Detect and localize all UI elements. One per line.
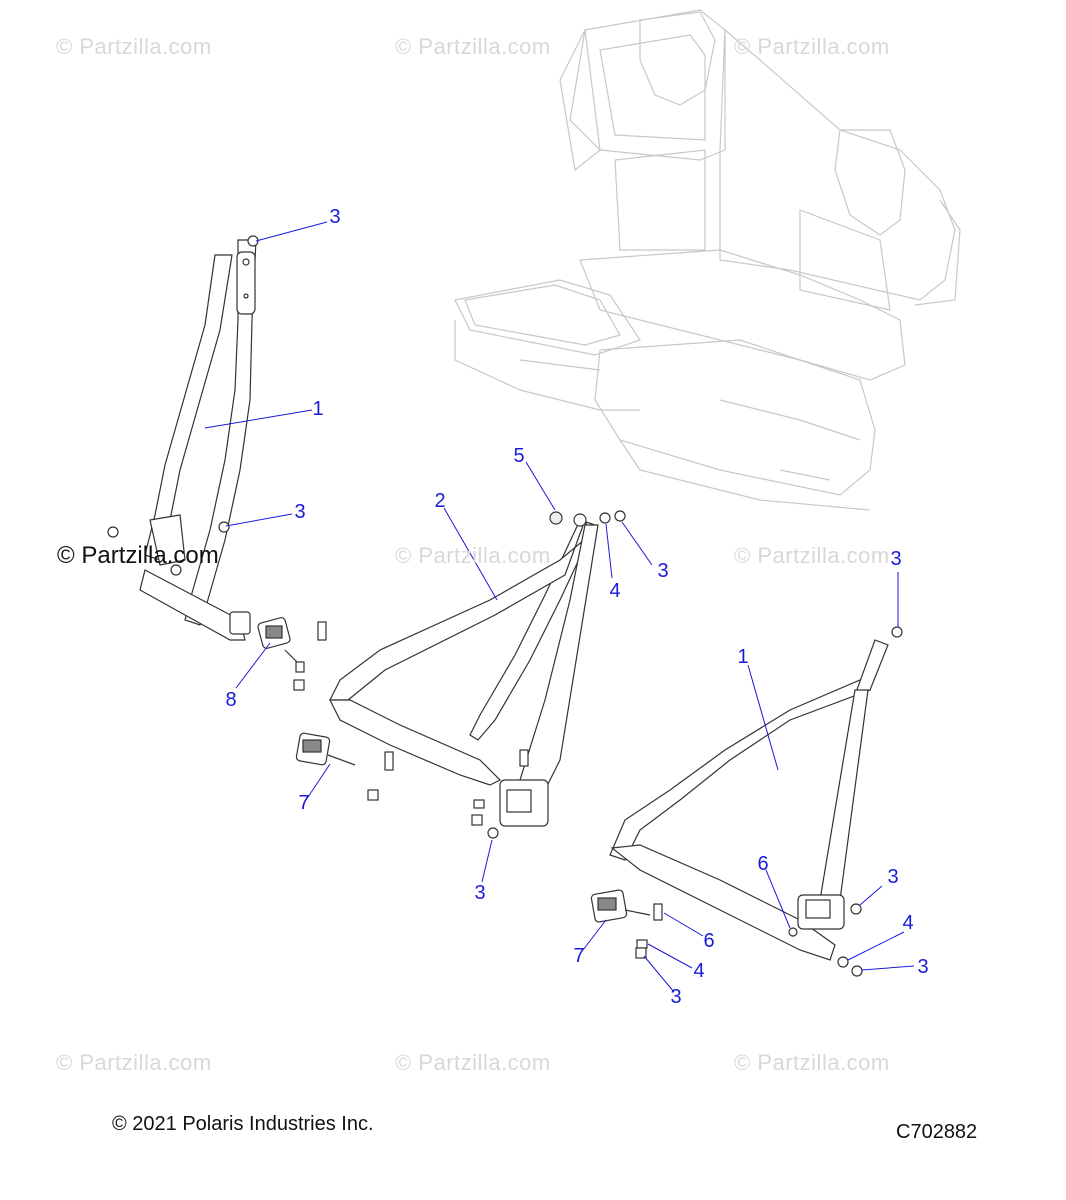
watermark: © Partzilla.com: [56, 1050, 212, 1075]
watermark-strong: © Partzilla.com: [57, 542, 219, 569]
callout-label: 1: [312, 398, 324, 420]
callout-label: 8: [225, 689, 237, 711]
callout-label: 7: [298, 792, 310, 814]
watermark: © Partzilla.com: [395, 1050, 551, 1075]
callout-label: 3: [887, 866, 899, 888]
right-belt-assembly: [591, 627, 902, 976]
copyright-text: © 2021 Polaris Industries Inc.: [112, 1113, 374, 1135]
left-belt-assembly: [108, 236, 326, 690]
callout-label: 3: [329, 206, 341, 228]
leader-lines: [205, 222, 914, 992]
callout-label: 4: [609, 580, 621, 602]
callout-label: 6: [757, 853, 769, 875]
watermark: © Partzilla.com: [395, 543, 551, 568]
callout-label: 3: [474, 882, 486, 904]
callout-label: 3: [657, 560, 669, 582]
watermark: © Partzilla.com: [734, 34, 890, 59]
callout-label: 4: [902, 912, 914, 934]
callout-label: 7: [573, 945, 585, 967]
callout-label: 6: [703, 930, 715, 952]
callout-label: 3: [890, 548, 902, 570]
watermark: © Partzilla.com: [734, 543, 890, 568]
callout-label: 4: [693, 960, 705, 982]
rear-bench-seat: [455, 10, 960, 510]
callout-label: 1: [737, 646, 749, 668]
callout-label: 3: [670, 986, 682, 1008]
watermark: © Partzilla.com: [56, 34, 212, 59]
callout-label: 3: [294, 501, 306, 523]
callout-label: 2: [434, 490, 446, 512]
watermark: © Partzilla.com: [734, 1050, 890, 1075]
callout-label: 5: [513, 445, 525, 467]
watermark: © Partzilla.com: [395, 34, 551, 59]
callout-label: 3: [917, 956, 929, 978]
diagram-code: C702882: [896, 1121, 978, 1143]
